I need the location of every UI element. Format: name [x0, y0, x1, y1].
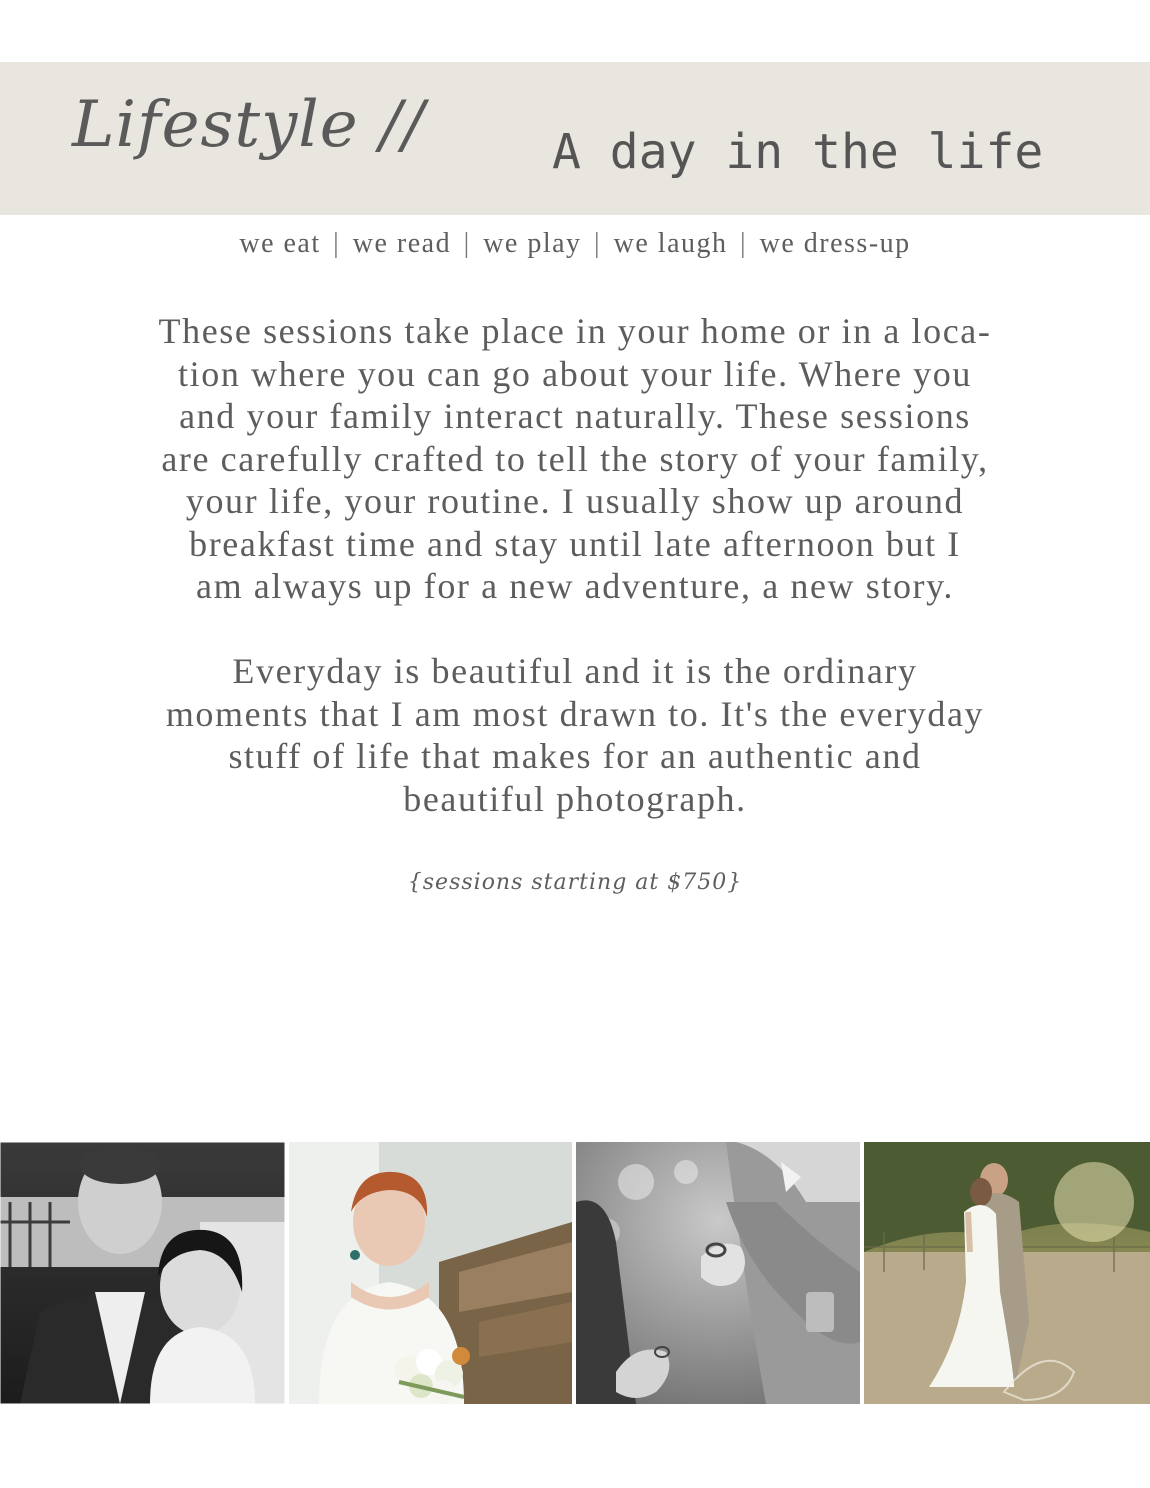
- tagline: [0, 228, 1150, 260]
- page-title-script: Lifestyle //: [72, 88, 426, 162]
- description-paragraph-2: [28, 650, 1122, 820]
- paragraph-line: stuff of life that makes for an authentic and: [228, 736, 922, 776]
- paragraph-line: breakfast time and stay until late afternoon but I: [189, 523, 961, 564]
- pricing-note: {sessions starting at $750}: [407, 870, 743, 895]
- paragraph-line: tion where you can go about your life. Where you: [178, 353, 972, 394]
- photo-strip: [0, 1142, 1150, 1404]
- paragraph-line: am always up for a new adventure, a new story.: [195, 566, 955, 606]
- paragraph-line: Everyday is beautiful and it is the ordinary: [232, 651, 918, 691]
- tagline-separator: |: [594, 228, 602, 259]
- tagline-item-dress-up: we dress-up: [759, 228, 911, 259]
- paragraph-line: These sessions take place in your home or in a loca-: [158, 311, 992, 351]
- bride-with-bouquet-photo: [289, 1142, 572, 1404]
- tagline-item-eat: we eat: [239, 228, 321, 259]
- paragraph-line: your life, your routine. I usually show up around: [185, 481, 965, 521]
- tagline-item-read: we read: [352, 228, 452, 259]
- tagline-item-laugh: we laugh: [613, 228, 728, 259]
- description-paragraph-1: [28, 310, 1122, 608]
- paragraph-line: and your family interact naturally. These sessions: [179, 396, 971, 436]
- tagline-separator: |: [463, 228, 471, 259]
- tagline-separator: |: [333, 228, 341, 259]
- paragraph-line: moments that I am most drawn to. It's the everyday: [165, 693, 985, 734]
- paragraph-line: beautiful photograph.: [403, 778, 747, 819]
- tagline-separator: |: [740, 228, 748, 259]
- couple-portrait-photo: [0, 1142, 285, 1404]
- paragraph-line: are carefully crafted to tell the story of your family,: [161, 438, 989, 479]
- tagline-item-play: we play: [483, 228, 582, 259]
- ring-exchange-photo: [576, 1142, 860, 1404]
- couple-in-field-photo: [864, 1142, 1150, 1404]
- page-title: A day in the life: [552, 124, 1044, 180]
